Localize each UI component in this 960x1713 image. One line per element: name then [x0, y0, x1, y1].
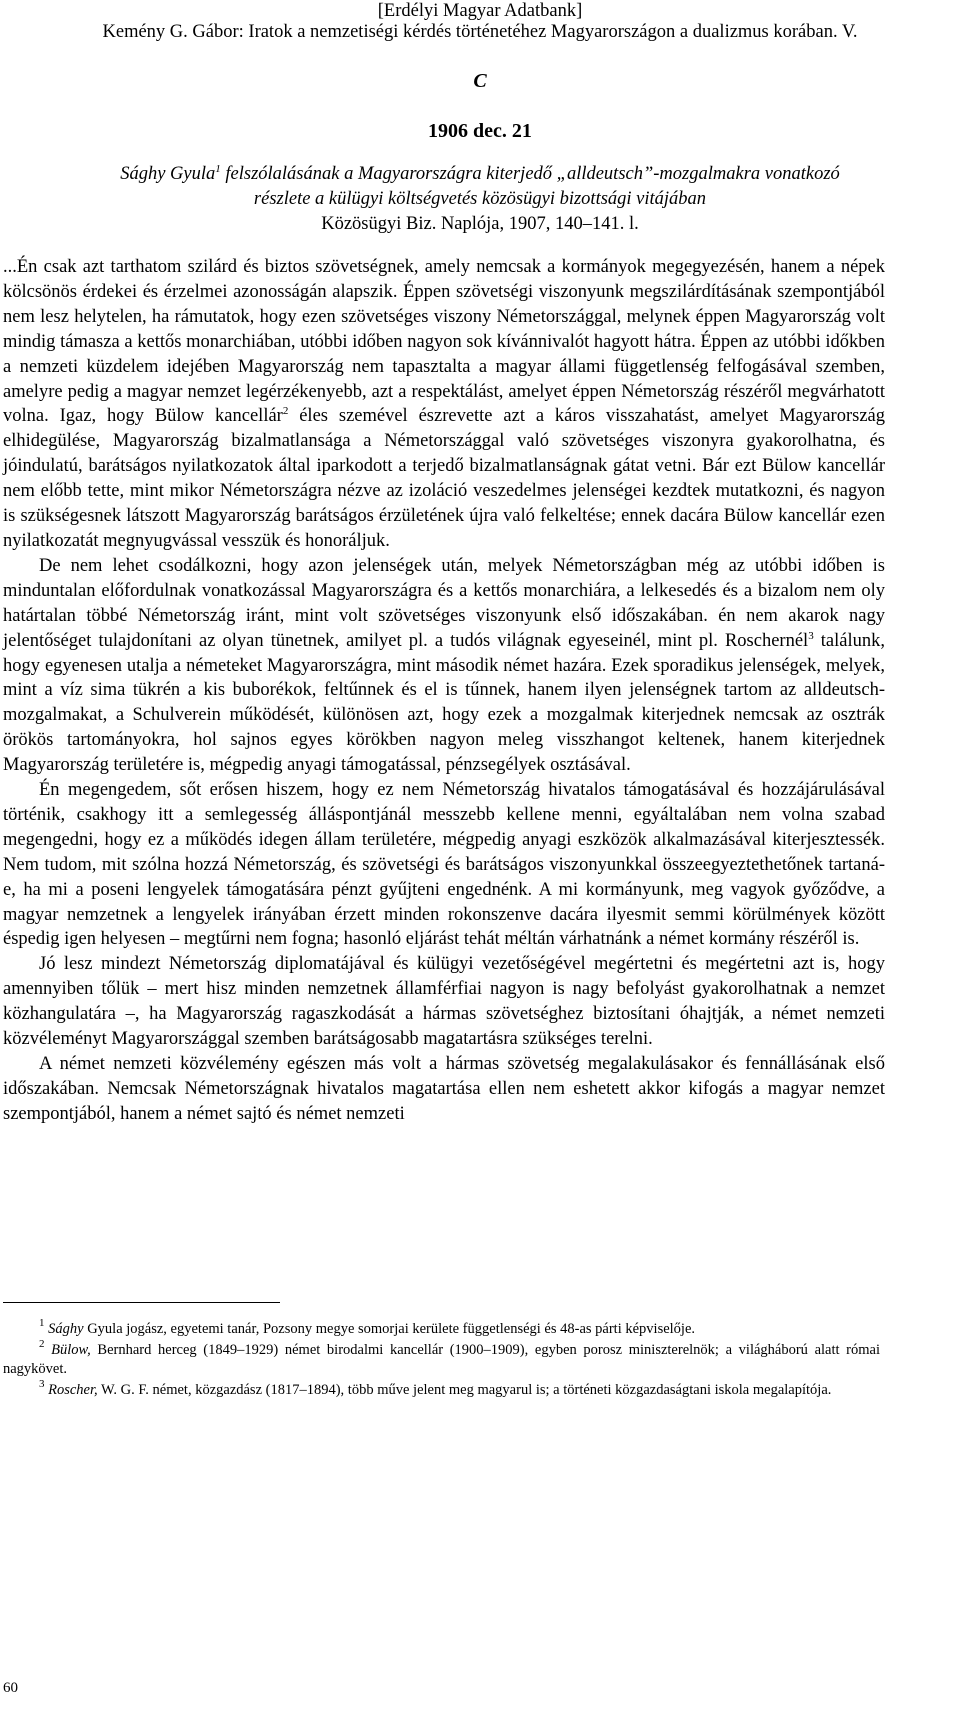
book-title: Kemény G. Gábor: Iratok a nemzetiségi kérdés történetéhez Magyarországon a dualizmus korában. V.: [102, 22, 858, 42]
footnotes: [3, 1317, 880, 1402]
footnote-text: Bernhard herceg (1849–1929) német birodalmi kancellár (1900–1909), egyben porosz miniszterelnök; a világháború alatt római nagykövet.: [3, 1342, 880, 1377]
title-name: Sághy Gyula: [120, 164, 216, 184]
paragraph-2: [3, 554, 885, 778]
paragraph-5: A német nemzeti közvélemény egészen más volt a hármas szövetség megalakulásakor és fennállásának első időszakában. Nemcsak Németországnak hivatalos magatartása ellen nem eshetett akkor kifogás a magyar nemzet szempontjából, hanem a német sajtó és német nemzeti: [3, 1054, 885, 1124]
footnote-number: 1: [39, 1317, 45, 1329]
footnote-2: [3, 1338, 880, 1379]
paragraph-3: Én megengedem, sőt erősen hiszem, hogy ez nem Németország hivatalos támogatásával és hozzájárulásával történik, csakhogy itt a semlegesség álláspontjánál messzebb kellene menni, egyáltalában nem volna szabad megengedni, hogy ez a működés idegen állam területére, mégpedig anyagi eszközök alkalmazásával kiterjesztessék. Nem tudom, mit szólna hozzá Németország, és szövetségi és barátságos viszonyunkkal összeegyeztethetőnek tartaná-e, ha mi a poseni lengyelek támogatására pénzt gyűjteni engednénk. A mi kormányunk, meg vagyok győződve, a magyar nemzetnek a lengyelek irányában érzett minden rokonszenve dacára ilyesmit semmi körülmények között éspedig igen helyesen – megtűrni nem fogna; hasonló eljárást tehát méltán várhatnánk a német kormány részéről is.: [3, 780, 885, 950]
document-title: [0, 162, 960, 212]
title-line-1: [0, 162, 960, 187]
body-text: [3, 255, 885, 1127]
paragraph-2-part-b: találunk, hogy egyenesen utalja a németeket Magyarországra, mint második német hazára. Ezek sporadikus jelenségek, melyek, mint a víz sima tükrén a kis buborékok, feltűnnek és el is tűnnek, hanem ilyen jelenségnek tartom az alldeutsch-mozgalmakat, a Schulverein működését, különösen azt, hogy ezek a mozgalmak kiterjednek nemcsak az osztrák örökös tartományokra, hol sajnos egyes körökben nagyon meleg visszhangot keltenek, hanem kiterjednek Magyarország területére is, mégpedig anyagi támogatással, pénzsegélyek osztásával.: [3, 630, 886, 776]
footnote-text: W. G. F. német, közgazdász (1817–1894), több műve jelent meg magyarul is; a történeti közgazdaságtani iskola megalapítója.: [97, 1382, 832, 1398]
paragraph-4: Jó lesz mindezt Németország diplomatájával és külügyi vezetőségével megértetni és megértetni azt is, hogy amennyiben tőlük – mert hisz minden nemzetnek államférfiai nagyon is nagy befolyást gyakorolhatnak a nemzet közhangulatára –, ha Magyarország ragaszkodását a hármas szövetséghez biztosítani óhajtják, a német nemzeti közvéleményt Magyarországgal szemben barátságosabb magatartásra szükséges terelni.: [3, 954, 885, 1050]
paragraph-1-part-a: ...Én csak azt tarthatom szilárd és biztos szövetségnek, amely nemcsak a kormányok megegyezésén, hanem a népek kölcsönös érdekei és érzelmei azonosságán alapszik. Éppen szövetségi viszonyunk megszilárdításának szempontjából nem lesz helytelen, ha rámutatok, hogy ezen szövetséges viszony Németországgal, melynek éppen Magyarország volt mindig támasza a kettős monarchiában, utóbbi időben nagyon sok kívánnivalót hagyott hátra. Éppen az utóbbi időkben a nemzeti küzdelem idejében Magyarország nem tapasztalta a magyar állami függetlenség felfogásával szemben, amelyre pedig a magyar nemzet legérzékenyebb, azt a respektálást, amelyet éppen Németország részéről megvárhatott volna. Igaz, hogy Bülow kancellár: [3, 257, 885, 427]
document-source: Közösügyi Biz. Naplója, 1907, 140–141. l.: [321, 214, 639, 234]
footnote-name: Sághy: [48, 1321, 84, 1337]
footnote-name: Bülow,: [51, 1342, 91, 1358]
document-date: 1906 dec. 21: [428, 120, 532, 142]
paragraph-1: [3, 255, 885, 554]
page-number: 60: [3, 1680, 18, 1696]
footnote-number: 3: [39, 1378, 45, 1390]
footnote-name: Roscher,: [48, 1382, 98, 1398]
footnote-ref-3: 3: [808, 629, 814, 642]
paragraph-1-part-b: éles szemével észrevette azt a káros visszahatást, amelyet Magyarország elhidegülése, Magyarország bizalmatlansága a Németországgal való szövetséges viszonyra gyakorolhatna, és jóindulatú, barátságos nyilatkozatok által iparkodott a terjedő bizalmatlanságnak gátat vetni. Bár ezt Bülow kancellár nem előbb tette, mint mikor Németországra nézve az izoláció veszedelmes jelenségei kezdtek mutatkozni, és nagyon is szükségesnek látszott Magyarország barátságos érzületének újra való felkeltése; ennek dacára Bülow kancellár ezen nyilatkozatát megnyugvással vesszük és honoráljuk.: [3, 406, 886, 551]
footnote-separator: [3, 1302, 280, 1303]
footnote-number: 2: [39, 1338, 45, 1350]
source-tag: [Erdélyi Magyar Adatbank]: [377, 1, 583, 21]
title-rest: felszólalásának a Magyarországra kiterjedő „alldeutsch”-mozgalmakra vonatkozó: [220, 164, 840, 184]
footnote-1: [3, 1317, 880, 1339]
document-letter: C: [473, 70, 487, 92]
footnote-ref-2: 2: [282, 405, 289, 418]
footnote-text: Gyula jogász, egyetemi tanár, Pozsony megye somorjai kerülete függetlenségi és 48-as párti képviselője.: [83, 1321, 696, 1337]
footnote-3: [3, 1378, 880, 1400]
footnote-ref-1: 1: [215, 163, 221, 175]
title-line-2: részlete a külügyi költségvetés közösügyi bizottsági vitájában: [253, 189, 707, 209]
paragraph-2-part-a: De nem lehet csodálkozni, hogy azon jelenségek után, melyek Németországban még az utóbbi időben is minduntalan előfordulnak vonatkozással Magyarországra és a kettős monarchiára, a lelkesedés és a bizalom nem oly határtalan többé Németország iránt, mint volt szövetséges viszonyunk első időszakában. én nem akarok nagy jelentőséget tulajdonítani az olyan tünetnek, amilyet pl. a tudós világnak egyeseinél, mint pl. Roschernél: [3, 555, 885, 651]
